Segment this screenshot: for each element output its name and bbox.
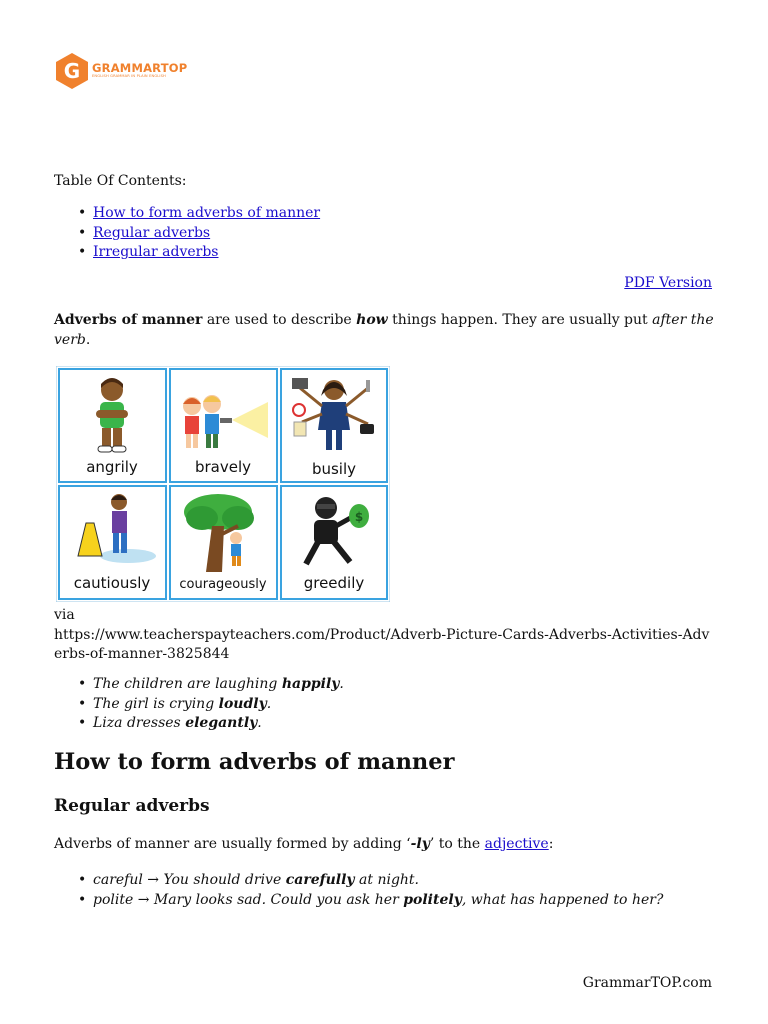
card-busily (281, 369, 387, 482)
logo-wordmark (92, 60, 188, 79)
example-item: • The children are laughing happily. (78, 675, 344, 695)
image-source (54, 606, 714, 665)
ly-suffix: -ly (410, 836, 430, 852)
toc-item (78, 224, 320, 244)
adverb-picture-cards (56, 366, 390, 602)
example-item: • The girl is crying loudly. (78, 695, 344, 715)
intro-paragraph (54, 311, 714, 350)
card-label: courageously (179, 577, 267, 592)
intro-after-verb: after the verb (54, 312, 714, 348)
toc-item (78, 204, 320, 224)
logo-tagline: ENGLISH GRAMMAR IN PLAIN ENGLISH (92, 74, 166, 79)
card-label: greedily (303, 574, 365, 592)
card-cautiously (59, 486, 166, 599)
intro-term: Adverbs of manner (54, 312, 203, 328)
toc-item (78, 243, 320, 263)
toc-link-irregular[interactable]: Irregular adverbs (93, 244, 219, 260)
intro-text-2: things happen. They are usually put (387, 312, 653, 328)
adjective-link[interactable]: adjective (484, 836, 549, 852)
footer-site-name: GrammarTOP.com (582, 975, 712, 991)
toc-link-how-to-form[interactable]: How to form adverbs of manner (93, 205, 321, 221)
source-url: https://www.teacherspayteachers.com/Product/Adverb-Picture-Cards-Adverbs-Activities-Adverbs-of-manner-3825844 (54, 626, 710, 662)
card-label: cautiously (73, 574, 151, 592)
intro-text-1: are used to describe (202, 312, 357, 328)
intro-text-3: . (85, 331, 91, 348)
rule-examples (78, 871, 663, 910)
card-greedily (281, 486, 387, 599)
pdf-version-link[interactable]: PDF Version (624, 275, 712, 291)
rule-example-item: • polite → Mary looks sad. Could you ask her politely, what has happened to her? (78, 891, 663, 911)
example-sentences (78, 675, 344, 734)
intro-how: how (356, 312, 388, 328)
toc-title: Table Of Contents: (54, 173, 187, 189)
svg-text:$: $ (354, 510, 364, 524)
card-label: busily (311, 460, 357, 478)
subsection-heading: Regular adverbs (54, 796, 210, 816)
rule-paragraph: Adverbs of manner are usually formed by adding ‘-ly’ to the adjective: (54, 836, 554, 852)
card-bravely (170, 369, 277, 482)
logo-hexagon-icon (54, 52, 90, 90)
toc-link-regular[interactable]: Regular adverbs (93, 224, 211, 241)
card-courageously (170, 486, 277, 599)
card-angrily (59, 369, 166, 482)
toc-list (78, 204, 320, 263)
via-label: via (54, 607, 75, 623)
grammartop-logo[interactable] (54, 52, 187, 90)
logo-brand: GRAMMARTOP (92, 60, 188, 75)
card-label: bravely (194, 458, 252, 476)
logo-letter: G (63, 59, 81, 83)
section-heading: How to form adverbs of manner (54, 749, 455, 775)
card-label: angrily (86, 458, 138, 476)
rule-example-item: • careful → You should drive carefully at night. (78, 871, 663, 891)
example-item: • Liza dresses elegantly. (78, 714, 344, 734)
